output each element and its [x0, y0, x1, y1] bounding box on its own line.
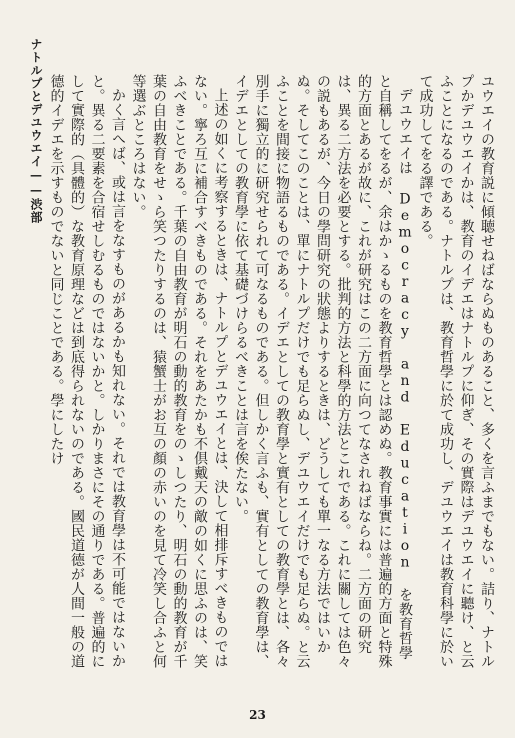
body-text — [37, 74, 497, 674]
paragraph: かく言へば、或は言をなすものがあるかも知れない。それでは教育學は不可能ではないかと。異る二要素を合宿せしむるものではないかと。しかりまさにその通りである。普遍的にして實際的（具體的）な教育原理などは到底得られないのである。國民道德が人間一般の道德的イデエを示すものでないと同じことである。學にしたけ — [48, 74, 126, 669]
page-number: 23 — [249, 708, 266, 722]
paragraph: デユウエイは Democracy and Education を教育哲學と自稱してをるが、余はかゝるものを教育哲學とは認めぬ。教育事實には普遍的方面と特殊的方面とあるが故に、これが研究はこの二方面に向つてなされねばならね。二方面の研究は、異る二方法を必要とする。批判的方法と科學的方法とこれである。これに關しては色々の説もあるが、今日の學問研究の狀態よりするときは、どうしても單一なる方法ではいかぬ。そしてこのことは、單にナトルプだけでも足らぬし、デユウエイだけでも足らぬ。と云ふことを間接に物語るものである。イデエとしての教育學と實有としての教育學とは、各々別手に獨立的に研究せられて可なるものである。但しかく言ふも、實有としての教育學は、イデエとしての教育學に依て基礎づけらるべきことは言を俟たない。 — [233, 74, 413, 669]
running-head: ナトルプとデユウエイ——渋部 — [29, 38, 43, 224]
paragraph: ユウエイの教育説に傾聴せねばならぬものあること、多くを言ふまでもない。詰り、ナトルプかデユウエイかは、教育のイデエはナトルプに仰ぎ、その實際はデユウエイに聽け、と云ふことになるのである。ナトルプは、教育哲學に於て成功し、デユウエイは教育科學に於いて成功してをる譯である。 — [417, 74, 495, 669]
paragraph: 上述の如くに考察するときは、ナトルプとデユウエイとは、決して相排斥すべきものではない。寧ろ互に補合すべきものである。それをあたかも不倶戴天の敵の如くに思ふのは、笑ふべきことである。千葉の自由教育が明石の動的教育をのゝしつたり、明石の動的教育が千葉の自由教育をせゝら笑つたりするのは、猿蟹士がお互の顏の赤いのを見て冷笑し合ふと何等選ぶところはない。 — [130, 74, 229, 669]
